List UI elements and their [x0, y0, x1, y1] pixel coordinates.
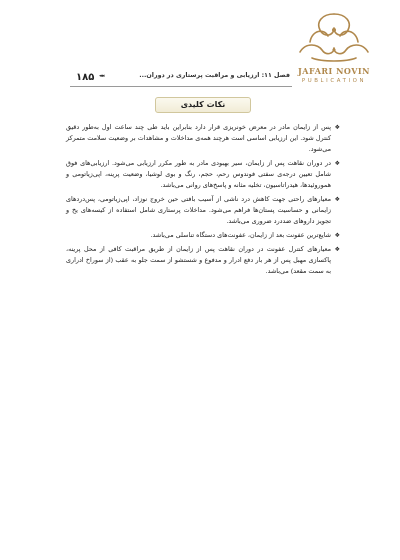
key-points-list [66, 122, 340, 280]
key-point-text: معیارهای راحتی جهت کاهش درد ناشی از آسیب بافتی حین خروج نوزاد، اپی‌زیاتومی، پس‌دردهای زایمانی و حساسیت پستان‌ها فراهم می‌شود. مداخلات پرستاری شامل استفاده از کیسه‌های یخ و تجویز داروهای ضددرد ضروری می‌باشد. [66, 195, 331, 225]
publisher-emblem-icon [282, 8, 386, 68]
brand-subtitle: PUBLICATION [301, 78, 367, 84]
list-item [66, 158, 340, 191]
chapter-title: فصل ۱۱: ارزیابی و مراقبت پرستاری در دوران... [139, 72, 290, 79]
key-point-text: پس از زایمان مادر در معرض خونریزی قرار دارد بنابراین باید طی چند ساعت اول به‌طور دقیق کنترل شود. این ارزیابی اساسی است هرچند همه‌ی مداخلات و مشاهدات بر وضعیت سلامت متمرکز می‌شود. [66, 123, 331, 153]
bullet-icon: ❖ [334, 160, 340, 167]
bullet-icon: ❖ [334, 124, 340, 131]
brand-name: JAFARI NOVIN [298, 66, 370, 76]
list-item [66, 244, 340, 277]
bullet-icon: ❖ [334, 232, 340, 239]
publisher-logo [282, 8, 386, 100]
section-title: نکات کلیدی [155, 97, 251, 113]
header-divider [70, 86, 292, 87]
key-point-text: شایع‌ترین عفونت بعد از زایمان، عفونت‌های دستگاه تناسلی می‌باشد. [150, 231, 331, 239]
page-number: ۱۸۵ [76, 72, 95, 83]
bullet-icon: ❖ [334, 196, 340, 203]
header-arrows: ◂◂◂ [99, 73, 104, 79]
list-item [66, 122, 340, 155]
bullet-icon: ❖ [334, 246, 340, 253]
list-item [66, 194, 340, 227]
key-point-text: معیارهای کنترل عفونت در دوران نقاهت پس از زایمان از طریق مراقبت کافی از محل پرینه، پاکسازی مهبل پس از هر بار دفع ادرار و مدفوع و شستشو از سمت جلو به عقب (از سوراخ ادراری به سمت مقعد) می‌باشد. [66, 245, 331, 275]
list-item [66, 230, 340, 241]
key-point-text: در دوران نقاهت پس از زایمان، سیر بهبودی مادر به طور مکرر ارزیابی می‌شود. ارزیابی‌های فوق شامل تعیین درجه‌ی سفتی فوندوس رحم، حجم، رنگ و بوی لوشیا، وضعیت پرینه، اپی‌زیاتومی و هموروئیدها، هیدراتاسیون، تخلیه مثانه و پاسخ‌های روانی می‌باشد. [66, 159, 331, 189]
